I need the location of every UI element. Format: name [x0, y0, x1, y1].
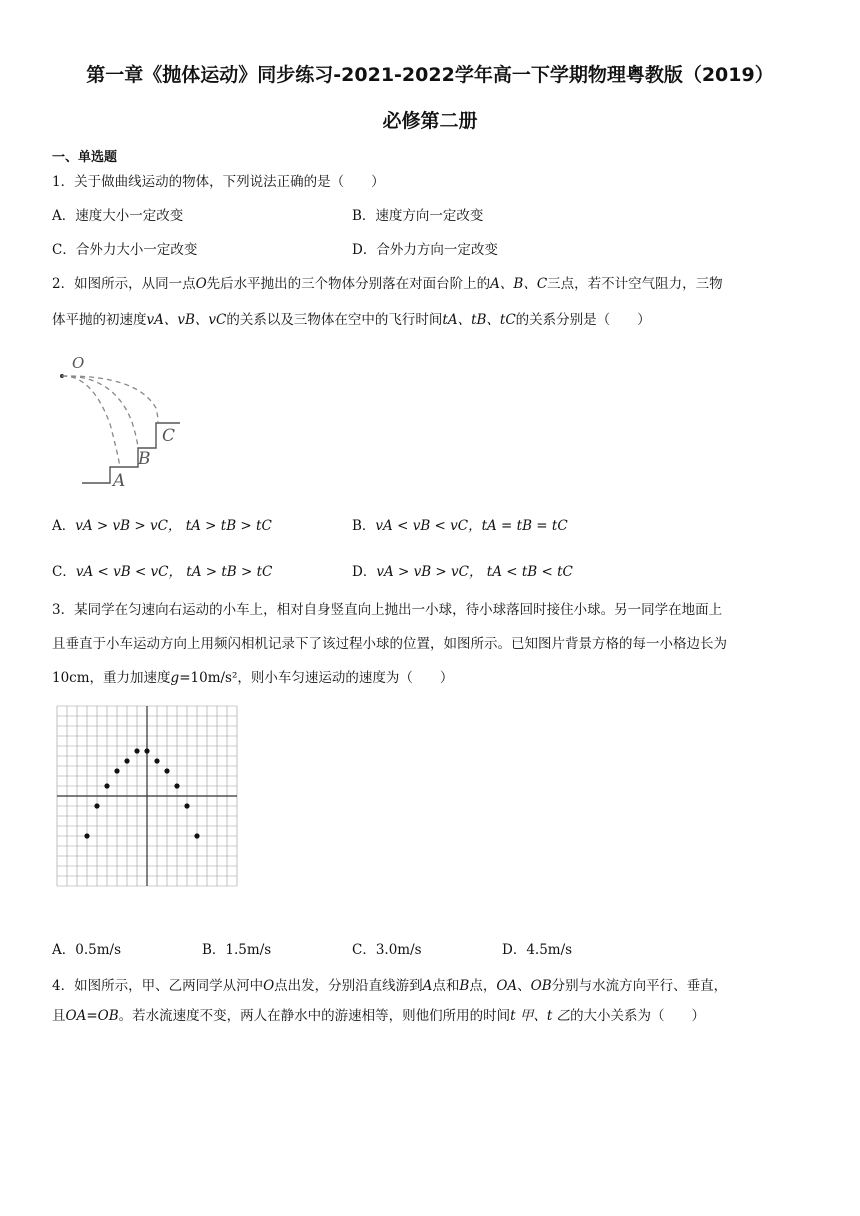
ball-position-dot [104, 783, 109, 788]
ball-position-dot [134, 748, 139, 753]
question-4-stem-line2: 且OA=OB。若水流速度不变，两人在静水中的游速相等，则他们所用的时间t 甲、t 乙的大小关系为（ ） [52, 1008, 706, 1024]
section-heading: 一、单选题 [52, 150, 118, 165]
question-3-stem-line2: 且垂直于小车运动方向上用频闪相机记录下了该过程小球的位置，如图所示。已知图片背景方格的每一小格边长为 [52, 636, 727, 652]
fig-label-c: C [162, 426, 176, 446]
page-title: 第一章《抛体运动》同步练习-2021-2022学年高一下学期物理粤教版（2019） [86, 64, 774, 86]
q3-option-a: A．0.5m/s [52, 942, 121, 958]
ball-position-dot [174, 783, 179, 788]
ball-position-dot [84, 833, 89, 838]
q2-option-a: A．vA > vB > vC， tA > tB > tC [52, 518, 272, 534]
q3-option-d: D．4.5m/s [502, 942, 573, 958]
q2-option-b: B．vA < vB < vC，tA = tB = tC [352, 518, 568, 534]
ball-position-dot [184, 803, 189, 808]
stairs-projectile-figure [52, 350, 192, 490]
ball-position-dot [94, 803, 99, 808]
question-1-stem: 1．关于做曲线运动的物体，下列说法正确的是（ ） [52, 174, 385, 190]
ball-position-dot [114, 768, 119, 773]
ball-position-dot [164, 768, 169, 773]
ball-position-dot [154, 758, 159, 763]
q1-option-d: D．合外力方向一定改变 [352, 242, 498, 258]
ball-position-dot [194, 833, 199, 838]
q1-option-b: B．速度方向一定改变 [352, 208, 484, 224]
q1-option-a: A．速度大小一定改变 [52, 208, 184, 224]
ball-position-dot [144, 748, 149, 753]
question-2-stem-line1: 2．如图所示，从同一点O先后水平抛出的三个物体分别落在对面台阶上的A、B、C三点，若不计空气阻力，三物 [52, 276, 723, 292]
q3-option-c: C．3.0m/s [352, 942, 422, 958]
strobe-grid-figure [56, 705, 238, 887]
fig-label-o: O [72, 354, 85, 372]
page-subtitle: 必修第二册 [382, 110, 478, 132]
question-3-stem-line3: 10cm，重力加速度g=10m/s²，则小车匀速运动的速度为（ ） [52, 670, 454, 686]
question-2-stem-line2: 体平抛的初速度vA、vB、vC的关系以及三物体在空中的飞行时间tA、tB、tC的关系分别是（ ） [52, 312, 651, 328]
fig-label-a: A [113, 471, 126, 490]
ball-position-dot [124, 758, 129, 763]
q1-option-c: C．合外力大小一定改变 [52, 242, 198, 258]
q3-option-b: B．1.5m/s [202, 942, 272, 958]
q2-option-d: D．vA > vB > vC， tA < tB < tC [352, 564, 573, 580]
q2-option-c: C．vA < vB < vC， tA > tB > tC [52, 564, 273, 580]
fig-label-b: B [138, 449, 151, 469]
question-4-stem-line1: 4．如图所示，甲、乙两同学从河中O点出发，分别沿直线游到A点和B点，OA、OB分别与水流方向平行、垂直， [52, 978, 728, 994]
question-3-stem-line1: 3．某同学在匀速向右运动的小车上，相对自身竖直向上抛出一小球，待小球落回时接住小球。另一同学在地面上 [52, 602, 723, 618]
